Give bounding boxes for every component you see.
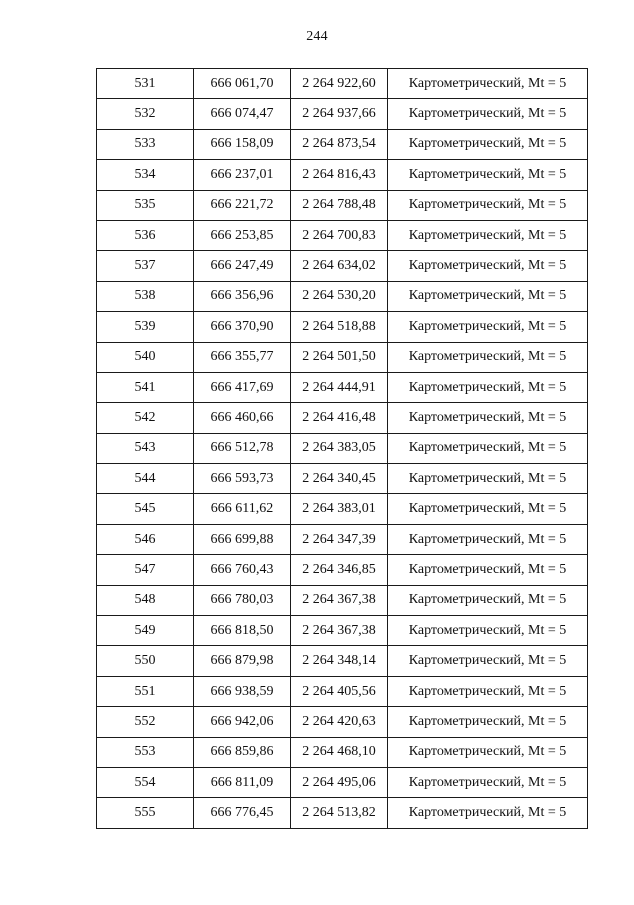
table-row xyxy=(97,190,588,220)
table-row xyxy=(97,616,588,646)
table-row xyxy=(97,798,588,828)
method-cell: Картометрический, Mt = 5 xyxy=(388,585,588,615)
table-row xyxy=(97,99,588,129)
table-row xyxy=(97,737,588,767)
method-cell: Картометрический, Mt = 5 xyxy=(388,616,588,646)
method-cell: Картометрический, Mt = 5 xyxy=(388,99,588,129)
y-coordinate-cell: 2 264 367,38 xyxy=(291,616,388,646)
table-row xyxy=(97,251,588,281)
point-number-cell: 552 xyxy=(97,707,194,737)
y-coordinate-cell: 2 264 937,66 xyxy=(291,99,388,129)
y-coordinate-cell: 2 264 634,02 xyxy=(291,251,388,281)
table-row xyxy=(97,555,588,585)
point-number-cell: 534 xyxy=(97,160,194,190)
y-coordinate-cell: 2 264 420,63 xyxy=(291,707,388,737)
x-coordinate-cell: 666 061,70 xyxy=(194,69,291,99)
table-row xyxy=(97,342,588,372)
y-coordinate-cell: 2 264 468,10 xyxy=(291,737,388,767)
point-number-cell: 546 xyxy=(97,524,194,554)
x-coordinate-cell: 666 942,06 xyxy=(194,707,291,737)
x-coordinate-cell: 666 776,45 xyxy=(194,798,291,828)
method-cell: Картометрический, Mt = 5 xyxy=(388,281,588,311)
y-coordinate-cell: 2 264 788,48 xyxy=(291,190,388,220)
y-coordinate-cell: 2 264 383,01 xyxy=(291,494,388,524)
table-row xyxy=(97,524,588,554)
table-row xyxy=(97,707,588,737)
method-cell: Картометрический, Mt = 5 xyxy=(388,160,588,190)
method-cell: Картометрический, Mt = 5 xyxy=(388,676,588,706)
table-row xyxy=(97,69,588,99)
method-cell: Картометрический, Mt = 5 xyxy=(388,69,588,99)
method-cell: Картометрический, Mt = 5 xyxy=(388,190,588,220)
table-row xyxy=(97,494,588,524)
table-row xyxy=(97,676,588,706)
method-cell: Картометрический, Mt = 5 xyxy=(388,555,588,585)
method-cell: Картометрический, Mt = 5 xyxy=(388,433,588,463)
point-number-cell: 554 xyxy=(97,767,194,797)
y-coordinate-cell: 2 264 873,54 xyxy=(291,129,388,159)
method-cell: Картометрический, Mt = 5 xyxy=(388,220,588,250)
page-number: 244 xyxy=(306,29,328,44)
x-coordinate-cell: 666 247,49 xyxy=(194,251,291,281)
table-row xyxy=(97,464,588,494)
table-row xyxy=(97,281,588,311)
y-coordinate-cell: 2 264 405,56 xyxy=(291,676,388,706)
point-number-cell: 550 xyxy=(97,646,194,676)
point-number-cell: 540 xyxy=(97,342,194,372)
table-row xyxy=(97,160,588,190)
method-cell: Картометрический, Mt = 5 xyxy=(388,372,588,402)
point-number-cell: 533 xyxy=(97,129,194,159)
x-coordinate-cell: 666 811,09 xyxy=(194,767,291,797)
x-coordinate-cell: 666 818,50 xyxy=(194,616,291,646)
method-cell: Картометрический, Mt = 5 xyxy=(388,129,588,159)
coordinates-table xyxy=(96,68,588,829)
x-coordinate-cell: 666 780,03 xyxy=(194,585,291,615)
table-body xyxy=(97,69,588,829)
x-coordinate-cell: 666 593,73 xyxy=(194,464,291,494)
point-number-cell: 542 xyxy=(97,403,194,433)
x-coordinate-cell: 666 859,86 xyxy=(194,737,291,767)
x-coordinate-cell: 666 760,43 xyxy=(194,555,291,585)
table-row xyxy=(97,585,588,615)
y-coordinate-cell: 2 264 416,48 xyxy=(291,403,388,433)
method-cell: Картометрический, Mt = 5 xyxy=(388,798,588,828)
y-coordinate-cell: 2 264 348,14 xyxy=(291,646,388,676)
x-coordinate-cell: 666 221,72 xyxy=(194,190,291,220)
method-cell: Картометрический, Mt = 5 xyxy=(388,464,588,494)
y-coordinate-cell: 2 264 530,20 xyxy=(291,281,388,311)
x-coordinate-cell: 666 460,66 xyxy=(194,403,291,433)
point-number-cell: 555 xyxy=(97,798,194,828)
y-coordinate-cell: 2 264 346,85 xyxy=(291,555,388,585)
point-number-cell: 539 xyxy=(97,312,194,342)
method-cell: Картометрический, Mt = 5 xyxy=(388,707,588,737)
table-row xyxy=(97,767,588,797)
y-coordinate-cell: 2 264 922,60 xyxy=(291,69,388,99)
point-number-cell: 535 xyxy=(97,190,194,220)
point-number-cell: 543 xyxy=(97,433,194,463)
point-number-cell: 538 xyxy=(97,281,194,311)
table-row xyxy=(97,372,588,402)
point-number-cell: 545 xyxy=(97,494,194,524)
y-coordinate-cell: 2 264 383,05 xyxy=(291,433,388,463)
method-cell: Картометрический, Mt = 5 xyxy=(388,737,588,767)
point-number-cell: 551 xyxy=(97,676,194,706)
y-coordinate-cell: 2 264 816,43 xyxy=(291,160,388,190)
method-cell: Картометрический, Mt = 5 xyxy=(388,312,588,342)
table-row xyxy=(97,403,588,433)
method-cell: Картометрический, Mt = 5 xyxy=(388,403,588,433)
point-number-cell: 537 xyxy=(97,251,194,281)
table-row xyxy=(97,220,588,250)
y-coordinate-cell: 2 264 501,50 xyxy=(291,342,388,372)
method-cell: Картометрический, Mt = 5 xyxy=(388,767,588,797)
point-number-cell: 547 xyxy=(97,555,194,585)
x-coordinate-cell: 666 356,96 xyxy=(194,281,291,311)
y-coordinate-cell: 2 264 340,45 xyxy=(291,464,388,494)
method-cell: Картометрический, Mt = 5 xyxy=(388,646,588,676)
point-number-cell: 549 xyxy=(97,616,194,646)
x-coordinate-cell: 666 879,98 xyxy=(194,646,291,676)
x-coordinate-cell: 666 253,85 xyxy=(194,220,291,250)
y-coordinate-cell: 2 264 367,38 xyxy=(291,585,388,615)
x-coordinate-cell: 666 074,47 xyxy=(194,99,291,129)
method-cell: Картометрический, Mt = 5 xyxy=(388,494,588,524)
x-coordinate-cell: 666 699,88 xyxy=(194,524,291,554)
point-number-cell: 553 xyxy=(97,737,194,767)
method-cell: Картометрический, Mt = 5 xyxy=(388,524,588,554)
y-coordinate-cell: 2 264 518,88 xyxy=(291,312,388,342)
y-coordinate-cell: 2 264 444,91 xyxy=(291,372,388,402)
y-coordinate-cell: 2 264 347,39 xyxy=(291,524,388,554)
x-coordinate-cell: 666 355,77 xyxy=(194,342,291,372)
table-row xyxy=(97,312,588,342)
point-number-cell: 541 xyxy=(97,372,194,402)
point-number-cell: 532 xyxy=(97,99,194,129)
point-number-cell: 536 xyxy=(97,220,194,250)
x-coordinate-cell: 666 370,90 xyxy=(194,312,291,342)
x-coordinate-cell: 666 237,01 xyxy=(194,160,291,190)
point-number-cell: 544 xyxy=(97,464,194,494)
y-coordinate-cell: 2 264 513,82 xyxy=(291,798,388,828)
table-row xyxy=(97,433,588,463)
x-coordinate-cell: 666 611,62 xyxy=(194,494,291,524)
point-number-cell: 531 xyxy=(97,69,194,99)
x-coordinate-cell: 666 512,78 xyxy=(194,433,291,463)
x-coordinate-cell: 666 158,09 xyxy=(194,129,291,159)
x-coordinate-cell: 666 417,69 xyxy=(194,372,291,402)
y-coordinate-cell: 2 264 700,83 xyxy=(291,220,388,250)
y-coordinate-cell: 2 264 495,06 xyxy=(291,767,388,797)
x-coordinate-cell: 666 938,59 xyxy=(194,676,291,706)
method-cell: Картометрический, Mt = 5 xyxy=(388,251,588,281)
point-number-cell: 548 xyxy=(97,585,194,615)
method-cell: Картометрический, Mt = 5 xyxy=(388,342,588,372)
table-row xyxy=(97,646,588,676)
table-row xyxy=(97,129,588,159)
